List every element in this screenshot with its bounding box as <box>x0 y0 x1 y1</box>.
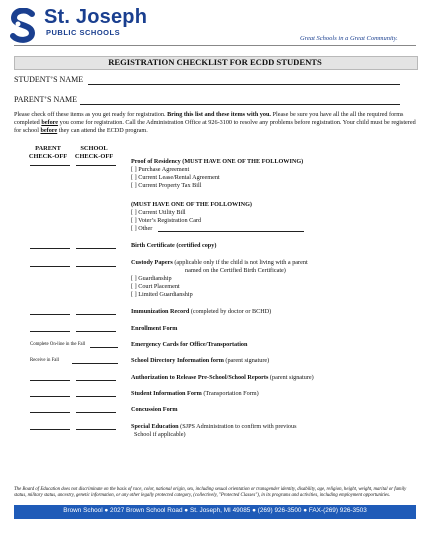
school-check-blank[interactable] <box>76 331 116 332</box>
school-check-blank[interactable] <box>76 396 116 397</box>
residency-option[interactable]: [ ] Purchase Agreement <box>131 166 190 173</box>
residency-option[interactable]: [ ] Other <box>131 225 153 232</box>
header-divider <box>14 45 416 46</box>
custody-option[interactable]: [ ] Limited Guardianship <box>131 291 193 298</box>
school-check-blank[interactable] <box>76 165 116 166</box>
parent-check-blank[interactable] <box>30 331 70 332</box>
emergency-note: Complete On-line in the Fall <box>30 342 86 347</box>
residency2-title: (MUST HAVE ONE OF THE FOLLOWING) <box>131 201 252 208</box>
school-column-header: SCHOOL CHECK-OFF <box>74 145 114 160</box>
school-check-blank[interactable] <box>76 412 116 413</box>
immunization-item: Immunization Record (completed by doctor or BCHD) <box>131 308 272 315</box>
parent-name-field[interactable] <box>80 104 400 105</box>
parent-column-header: PARENT CHECK-OFF <box>28 145 68 160</box>
nondiscrimination-notice: The Board of Education does not discriminate on the basis of race, color, national origin, sex, including sexual orientation or transgender identity, disability, age, religion, height, weight, marital or family status, military status, ancestry, genetic information, or any other legally protected category, (collectively, "Protected Classes"), in its programs and activities, including employment opportunities. <box>14 487 407 499</box>
parent-check-blank[interactable] <box>30 412 70 413</box>
school-check-blank[interactable] <box>76 266 116 267</box>
directory-item: School Directory Information form (parent signature) <box>131 357 270 364</box>
school-check-blank[interactable] <box>76 248 116 249</box>
parent-check-blank[interactable] <box>30 429 70 430</box>
concussion-item: Concussion Form <box>131 406 178 413</box>
parent-check-blank[interactable] <box>30 266 70 267</box>
parent-check-blank[interactable] <box>30 396 70 397</box>
footer-address: Brown School ● 2027 Brown School Road ● St. Joseph, MI 49085 ● (269) 926-3500 ● FAX-(269) 926-3503 <box>63 507 367 514</box>
custody-item: Custody Papers (applicable only if the child is not living with a parent <box>131 259 308 266</box>
parent-check-blank[interactable] <box>30 314 70 315</box>
emergency-item: Emergency Cards for Office/Transportation <box>131 341 248 348</box>
other-field[interactable] <box>158 231 304 232</box>
residency-title: Proof of Residency (MUST HAVE ONE OF THE FOLLOWING) <box>131 158 304 165</box>
tagline: Great Schools in a Great Community. <box>300 35 398 42</box>
school-check-blank[interactable] <box>76 314 116 315</box>
instructions: Please check off these items as you get ready for registration. Bring this list and these items with you. Please be sure you have all the all the required forms completed before you come for registration. Call the Administration Office at 926-3100 to resolve any problems before registration. Your child must be registered for school before they can attend the ECDD program. <box>14 111 416 135</box>
parent-check-blank[interactable] <box>30 165 70 166</box>
special-education-item: Special Education (SJPS Administration to confirm with previous <box>131 423 297 430</box>
custody-option[interactable]: [ ] Guardianship <box>131 275 172 282</box>
birth-certificate-item: Birth Certificate (certified copy) <box>131 242 217 249</box>
school-subtitle: PUBLIC SCHOOLS <box>46 28 121 37</box>
directory-note: Receive in Fall <box>30 358 60 363</box>
custody-option[interactable]: [ ] Court Placement <box>131 283 180 290</box>
custody-note: named on the Certified Birth Certificate) <box>185 267 286 274</box>
school-check-blank[interactable] <box>72 363 118 364</box>
school-check-blank[interactable] <box>90 347 118 348</box>
residency-option[interactable]: [ ] Current Property Tax Bill <box>131 182 202 189</box>
residency-option[interactable]: [ ] Current Lease/Rental Agreement <box>131 174 220 181</box>
school-logo-icon <box>10 8 38 44</box>
authorization-item: Authorization to Release Pre-School/School Reports (parent signature) <box>131 374 314 381</box>
residency-option[interactable]: [ ] Voter’s Registration Card <box>131 217 202 224</box>
school-check-blank[interactable] <box>76 380 116 381</box>
special-education-note: School if applicable) <box>134 431 186 438</box>
parent-check-blank[interactable] <box>30 380 70 381</box>
school-check-blank[interactable] <box>76 429 116 430</box>
page-title: REGISTRATION CHECKLIST FOR ECDD STUDENTS <box>108 57 322 67</box>
student-name-field[interactable] <box>88 84 400 85</box>
student-name-label: STUDENT’S NAME <box>14 75 84 84</box>
parent-name-label: PARENT’S NAME <box>14 95 78 104</box>
parent-check-blank[interactable] <box>30 248 70 249</box>
enrollment-item: Enrollment Form <box>131 325 178 332</box>
residency-option[interactable]: [ ] Current Utility Bill <box>131 209 186 216</box>
school-name: St. Joseph <box>44 6 148 28</box>
student-info-item: Student Information Form (Transportation Form) <box>131 390 259 397</box>
